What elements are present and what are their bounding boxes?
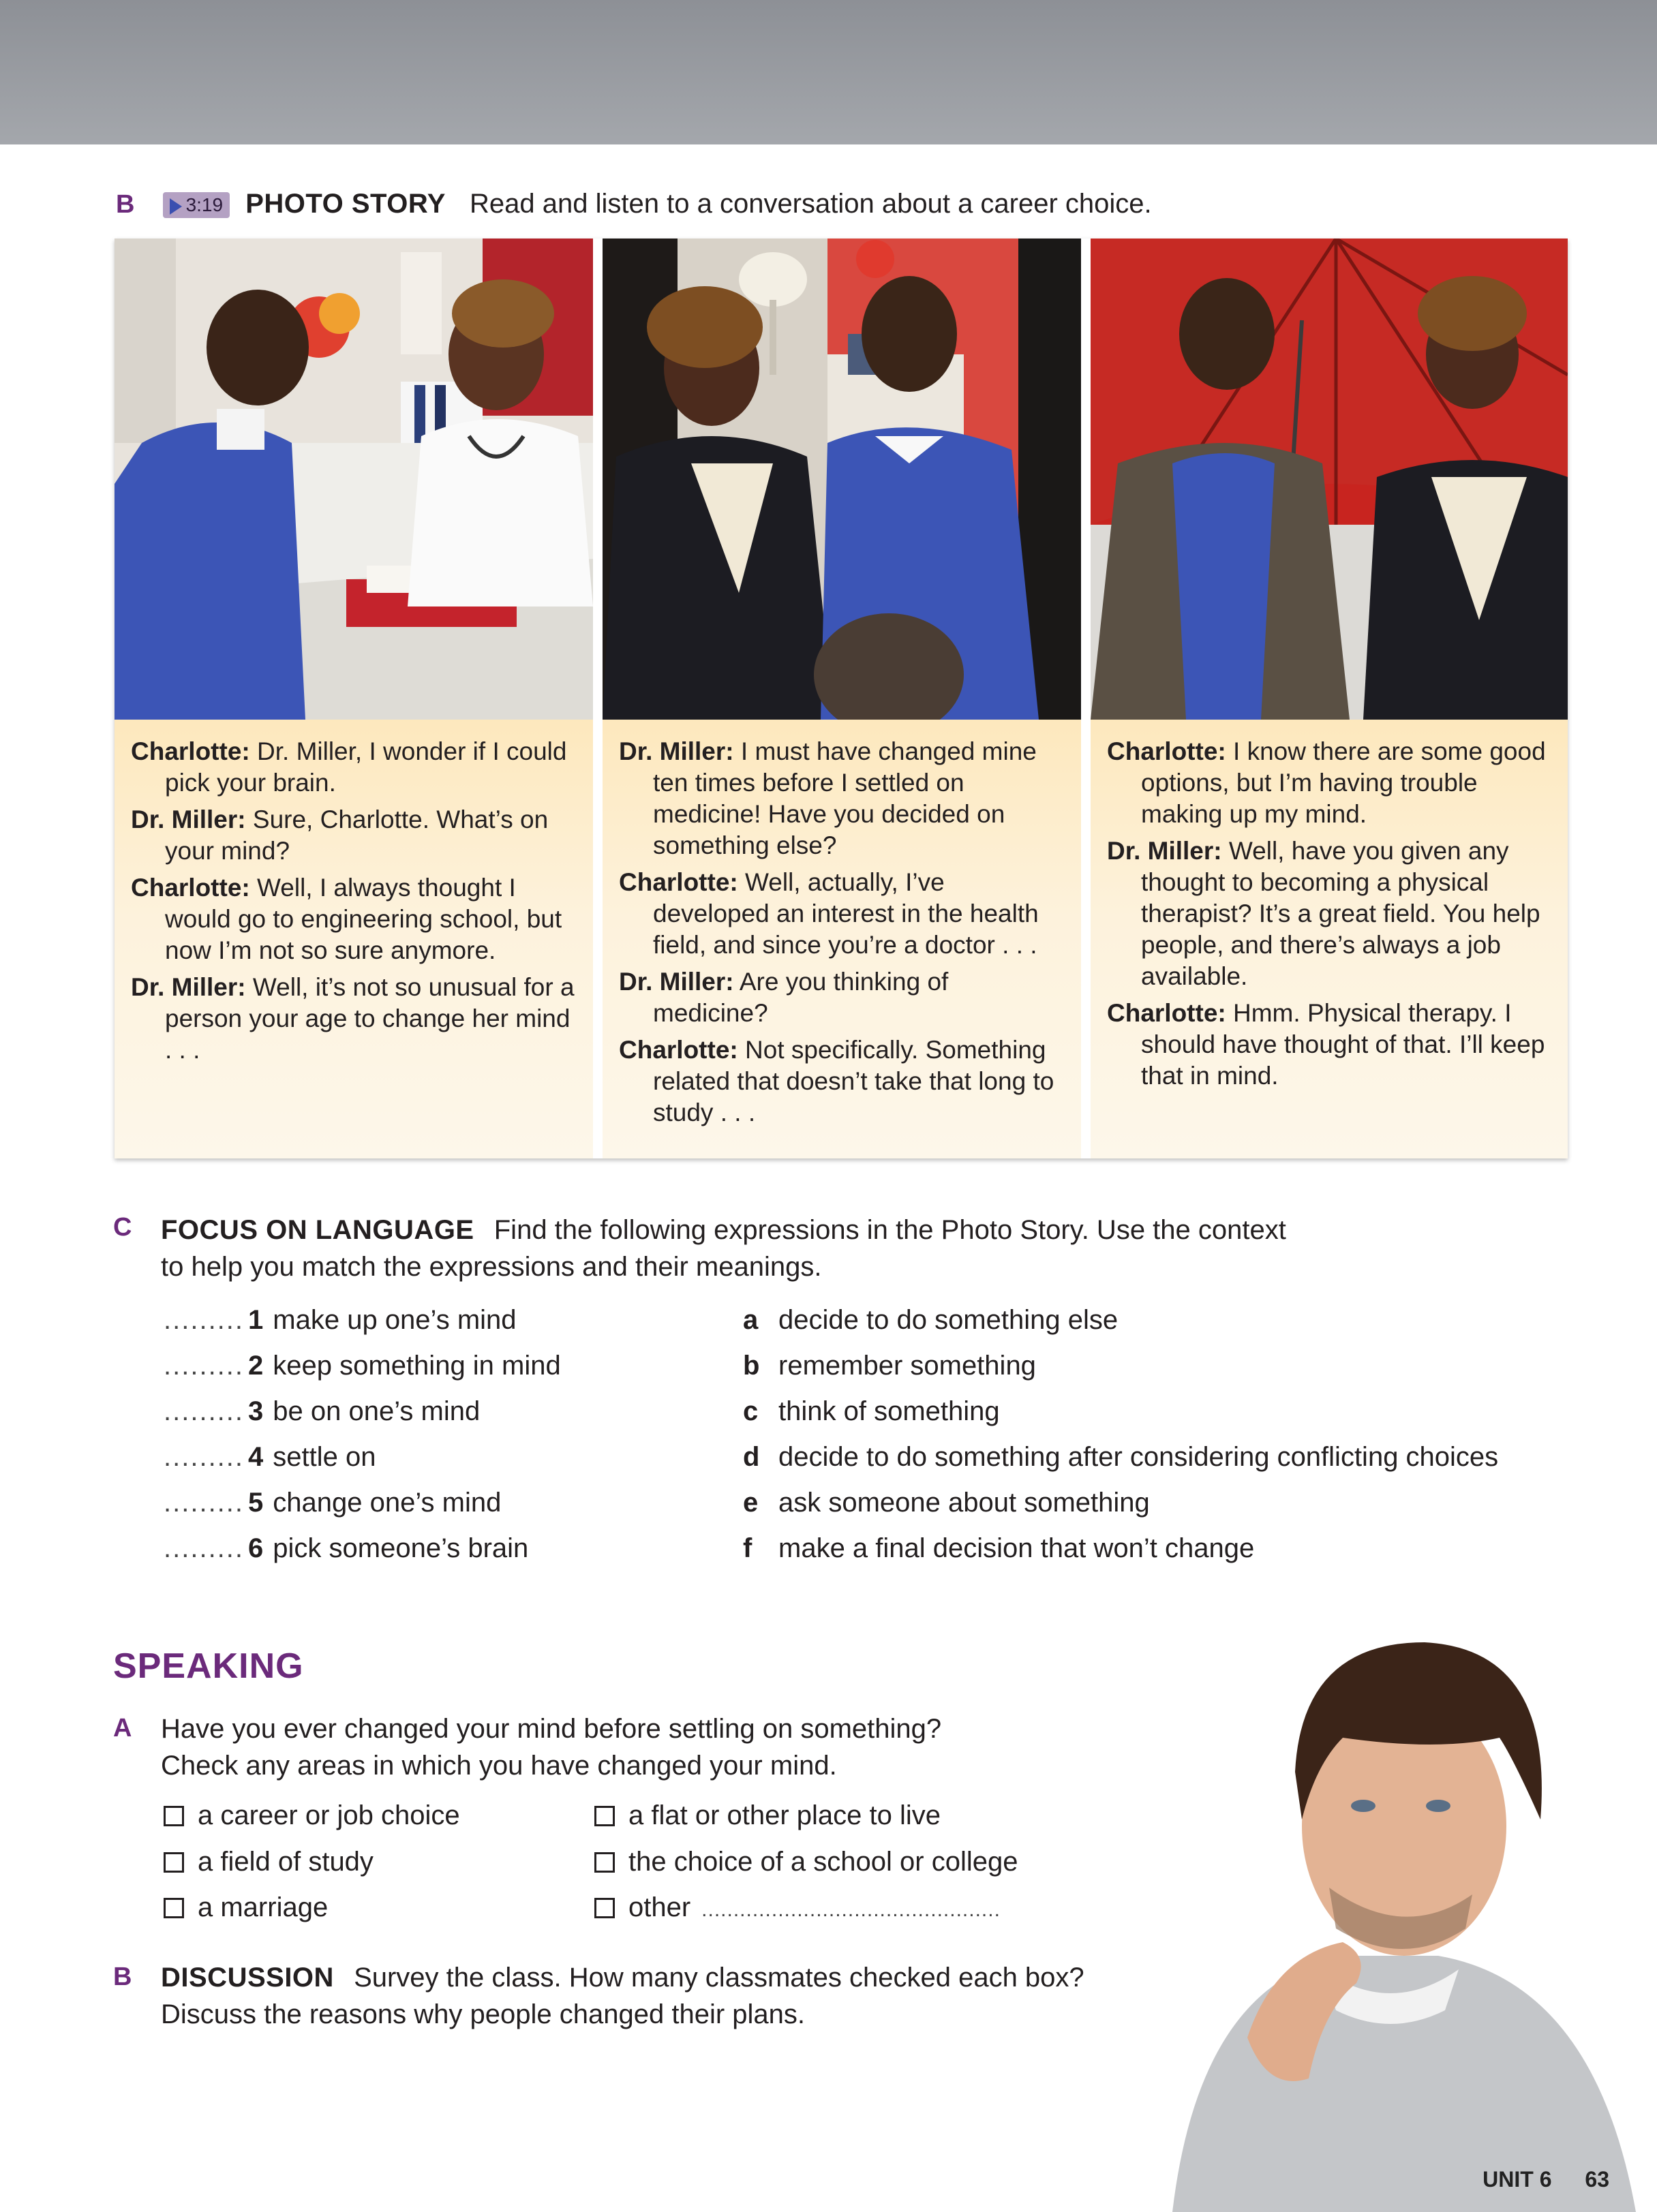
expression-item [164, 1393, 480, 1430]
expression-item [164, 1484, 501, 1521]
meaning-text: think of something [778, 1396, 1000, 1426]
speaker-name: Charlotte: [619, 868, 738, 896]
checkbox-label: a marriage [198, 1892, 329, 1922]
checkbox[interactable] [164, 1806, 184, 1826]
section-heading: FOCUS ON LANGUAGE [161, 1215, 474, 1245]
other-answer-blank[interactable]: ............................................... [701, 1899, 1001, 1921]
hallway-conversation-photo [603, 239, 1081, 720]
story-panel-2 [603, 239, 1081, 1158]
dialogue-text: Dr. Miller, I wonder if I could pick your brain. [165, 737, 567, 797]
answer-blank[interactable]: ......... [164, 1396, 245, 1426]
checkbox[interactable] [164, 1852, 184, 1873]
meaning-letter: d [743, 1442, 760, 1472]
discussion-instructions [161, 1959, 1084, 2033]
dialogue-text: Well, I always thought I would go to engineering school, but now I’m not so sure anymore. [165, 874, 562, 964]
question-line: Have you ever changed your mind before settling on something? [161, 1714, 942, 1744]
expression-text: make up one’s mind [273, 1305, 517, 1335]
speaker-name: Dr. Miller: [131, 973, 246, 1001]
meaning-text: ask someone about something [778, 1488, 1150, 1518]
meaning-letter: f [743, 1533, 753, 1563]
audio-play-button[interactable] [163, 192, 230, 218]
speaking-a-question [161, 1710, 941, 1784]
checkbox-option[interactable] [594, 1889, 1001, 1929]
focus-on-language-instructions [161, 1212, 1456, 1285]
dialogue-text: Not specifically. Something related that doesn’t take that long to study . . . [653, 1036, 1054, 1126]
speaker-name: Charlotte: [1107, 737, 1226, 765]
meaning-letter: e [743, 1488, 759, 1518]
dialogue-line [131, 972, 579, 1066]
dialogue-text: Well, have you given any thought to becoming a physical therapist? It’s a great field. You help people, and there’s always a job available. [1141, 837, 1540, 990]
meaning-text: make a final decision that won’t change [778, 1533, 1255, 1563]
speaker-name: Dr. Miller: [619, 737, 734, 765]
dialogue-text: Sure, Charlotte. What’s on your mind? [165, 805, 549, 865]
dialogue-line [131, 736, 579, 799]
meaning-letter: b [743, 1351, 760, 1381]
story-caption-3 [1091, 720, 1568, 1158]
dialogue-line [619, 966, 1067, 1029]
checkbox-option[interactable] [164, 1797, 460, 1834]
meaning-item [743, 1347, 1036, 1384]
dialogue-line [619, 867, 1067, 961]
unit-label: UNIT 6 [1483, 2167, 1552, 2192]
checkbox-label: a career or job choice [198, 1800, 460, 1830]
meaning-text: decide to do something else [778, 1305, 1119, 1335]
dialogue-line [1107, 835, 1554, 992]
story-caption-1 [115, 720, 593, 1158]
checkbox-label: a flat or other place to live [628, 1800, 941, 1830]
dialogue-line [619, 736, 1067, 861]
expression-number: 5 [248, 1488, 264, 1518]
answer-blank[interactable]: ......... [164, 1533, 245, 1563]
audio-track-number: 3:19 [185, 194, 224, 216]
speaking-title: SPEAKING [113, 1646, 304, 1686]
meaning-text: remember something [778, 1351, 1036, 1381]
section-heading: PHOTO STORY [245, 189, 446, 219]
meaning-letter: a [743, 1305, 759, 1335]
photo-story-header [116, 185, 1152, 223]
story-panel-1 [115, 239, 593, 1158]
dialogue-text: Hmm. Physical therapy. I should have thought of that. I’ll keep that in mind. [1141, 999, 1545, 1090]
instruction-line: to help you match the expressions and their meanings. [161, 1252, 822, 1282]
checkbox-option[interactable] [594, 1843, 1018, 1880]
dialogue-text: Well, actually, I’ve developed an interest in the health field, and since you’re a doctor . . . [653, 868, 1039, 959]
story-caption-2 [603, 720, 1081, 1158]
expression-text: be on one’s mind [273, 1396, 481, 1426]
answer-blank[interactable]: ......... [164, 1442, 245, 1472]
thinking-man-photo [1118, 1601, 1657, 2212]
speaker-name: Charlotte: [619, 1036, 738, 1064]
speaker-name: Charlotte: [1107, 999, 1226, 1027]
answer-blank[interactable]: ......... [164, 1351, 245, 1381]
meaning-item [743, 1302, 1118, 1338]
meaning-letter: c [743, 1396, 759, 1426]
checkbox[interactable] [594, 1898, 615, 1918]
dialogue-text: Are you thinking of medicine? [653, 968, 949, 1027]
speaker-name: Dr. Miller: [131, 805, 246, 833]
checkbox-label: a field of study [198, 1847, 374, 1877]
section-letter: B [113, 1963, 132, 1991]
section-letter: A [113, 1714, 132, 1742]
checkbox-option[interactable] [594, 1797, 941, 1834]
expression-text: pick someone’s brain [273, 1533, 529, 1563]
instruction-line: Discuss the reasons why people changed their plans. [161, 1999, 805, 2029]
header-band [0, 0, 1657, 144]
dialogue-line [619, 1034, 1067, 1128]
answer-blank[interactable]: ......... [164, 1488, 245, 1518]
photo-story [115, 239, 1568, 1158]
section-heading: DISCUSSION [161, 1963, 334, 1993]
office-consultation-photo [115, 239, 593, 720]
section-instruction: Read and listen to a conversation about a career choice. [470, 189, 1152, 219]
checkbox-label: the choice of a school or college [628, 1847, 1018, 1877]
question-line: Check any areas in which you have changed your mind. [161, 1751, 837, 1781]
play-icon [170, 198, 182, 215]
meaning-item [743, 1530, 1254, 1567]
checkbox[interactable] [594, 1806, 615, 1826]
expression-text: change one’s mind [273, 1488, 502, 1518]
dialogue-text: Well, it’s not so unusual for a person your age to change her mind . . . [165, 973, 575, 1064]
expression-item [164, 1530, 528, 1567]
page-number: 63 [1585, 2167, 1609, 2192]
expression-number: 3 [248, 1396, 264, 1426]
expression-item [164, 1347, 561, 1384]
checkbox[interactable] [594, 1852, 615, 1873]
checkbox[interactable] [164, 1898, 184, 1918]
dialogue-text: I must have changed mine ten times before I settled on medicine! Have you decided on something else? [653, 737, 1037, 859]
checkbox-option[interactable] [164, 1843, 374, 1880]
page-footer [1483, 2167, 1609, 2192]
speaker-name: Dr. Miller: [1107, 837, 1222, 865]
dialogue-text: I know there are some good options, but I’m having trouble making up my mind. [1141, 737, 1546, 828]
checkbox-label: other [628, 1892, 691, 1922]
expression-text: keep something in mind [273, 1351, 561, 1381]
expression-number: 2 [248, 1351, 264, 1381]
expression-item [164, 1439, 376, 1475]
expression-number: 1 [248, 1305, 264, 1335]
dialogue-line [131, 872, 579, 966]
instruction-line: Survey the class. How many classmates checked each box? [354, 1963, 1084, 1993]
speaker-name: Charlotte: [131, 874, 250, 902]
instruction-line: Find the following expressions in the Photo Story. Use the context [493, 1215, 1286, 1245]
checkbox-option[interactable] [164, 1889, 328, 1926]
expression-text: settle on [273, 1442, 376, 1472]
story-panel-3 [1091, 239, 1568, 1158]
expression-number: 4 [248, 1442, 264, 1472]
meaning-text: decide to do something after considering conflicting choices [778, 1442, 1499, 1472]
section-letter: B [116, 190, 135, 219]
expression-number: 6 [248, 1533, 264, 1563]
meaning-item [743, 1439, 1498, 1475]
meaning-item [743, 1393, 1000, 1430]
umbrella-photo [1091, 239, 1568, 720]
answer-blank[interactable]: ......... [164, 1305, 245, 1335]
section-letter: C [113, 1213, 132, 1242]
meaning-item [743, 1484, 1150, 1521]
speaker-name: Dr. Miller: [619, 968, 734, 996]
dialogue-line [1107, 736, 1554, 830]
expression-item [164, 1302, 517, 1338]
dialogue-line [1107, 998, 1554, 1092]
speaker-name: Charlotte: [131, 737, 250, 765]
dialogue-line [131, 804, 579, 867]
